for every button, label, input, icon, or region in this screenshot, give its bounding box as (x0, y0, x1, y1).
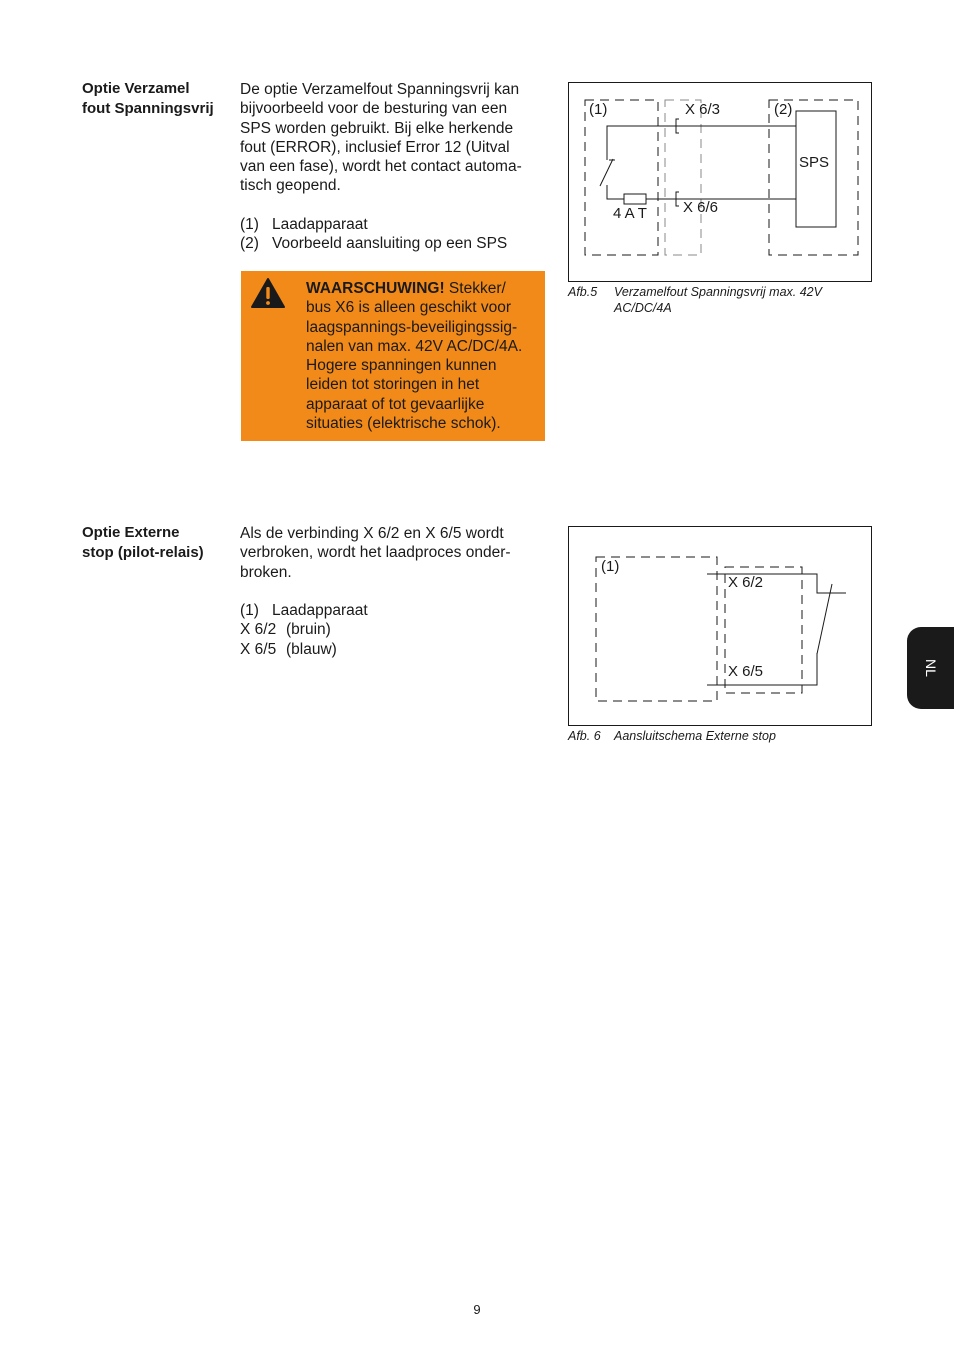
paragraph-line: van een fase), wordt het contact automa- (240, 158, 522, 176)
section-body-externe-stop (240, 524, 540, 659)
figure-caption-6: Afb. 6 Aansluitschema Externe stop (568, 729, 776, 743)
legend-item: (2) Voorbeeld aansluiting op een SPS (240, 235, 508, 253)
section-heading-externe-stop: Optie Externe stop (pilot-relais) (82, 524, 204, 561)
paragraph-line: verbroken, wordt het laadproces onder- (240, 544, 511, 562)
label-x66: X 6/6 (683, 199, 719, 216)
section-heading-verzamelfout: Optie Verzamel fout Spanningsvrij (82, 80, 214, 117)
label-fuse: 4 A T (613, 205, 647, 222)
paragraph-line: tisch geopend. (240, 177, 341, 195)
fuse-icon (624, 194, 646, 204)
legend-item: (1) Laadapparaat (240, 602, 368, 620)
section-body-verzamelfout (240, 80, 540, 254)
wiring-diagram (569, 83, 873, 283)
paragraph-line: broken. (240, 563, 292, 581)
warning-text: WAARSCHUWING! Stekker/ bus X6 is alleen geschikt voor laagspannings-beveiligingssig- nalen van max. 42V AC/DC/4A. Hogere spanningen kunnen leiden tot storingen in het apparaat of tot gevaarlijke situaties (elektrische schok). (306, 280, 523, 433)
label-x62: X 6/2 (728, 574, 764, 591)
paragraph-line: SPS worden gebruikt. Bij elke herkende (240, 119, 514, 137)
language-tab-label: NL (922, 659, 939, 677)
legend-item: X 6/5 (blauw) (240, 640, 337, 658)
warning-label: WAARSCHUWING! (306, 280, 445, 297)
paragraph-line: bijvoorbeeld voor de besturing van een (240, 100, 508, 118)
label-x65: X 6/5 (728, 663, 764, 680)
label-device: (1) (601, 558, 620, 575)
legend-item: X 6/2 (bruin) (240, 621, 331, 639)
wiring-diagram (569, 527, 873, 727)
figure-caption-5: Afb.5 Verzamelfout Spanningsvrij max. 42V AC/DC/4A (568, 285, 822, 315)
figure-externe-stop-diagram (568, 526, 872, 726)
figure-verzamelfout-diagram (568, 82, 872, 282)
label-sps-example: (2) (774, 101, 793, 118)
label-sps: SPS (799, 154, 830, 171)
paragraph-line: De optie Verzamelfout Spanningsvrij kan (240, 81, 520, 98)
legend-item: (1) Laadapparaat (240, 216, 368, 234)
language-tab (907, 627, 954, 709)
label-device: (1) (589, 101, 608, 118)
paragraph-line: fout (ERROR), inclusief Error 12 (Uitval (240, 138, 510, 156)
label-x63: X 6/3 (685, 101, 721, 118)
warning-box (241, 271, 545, 441)
paragraph-line: Als de verbinding X 6/2 en X 6/5 wordt (240, 525, 504, 542)
page-number: 9 (473, 1302, 481, 1317)
warning-icon (250, 277, 286, 309)
